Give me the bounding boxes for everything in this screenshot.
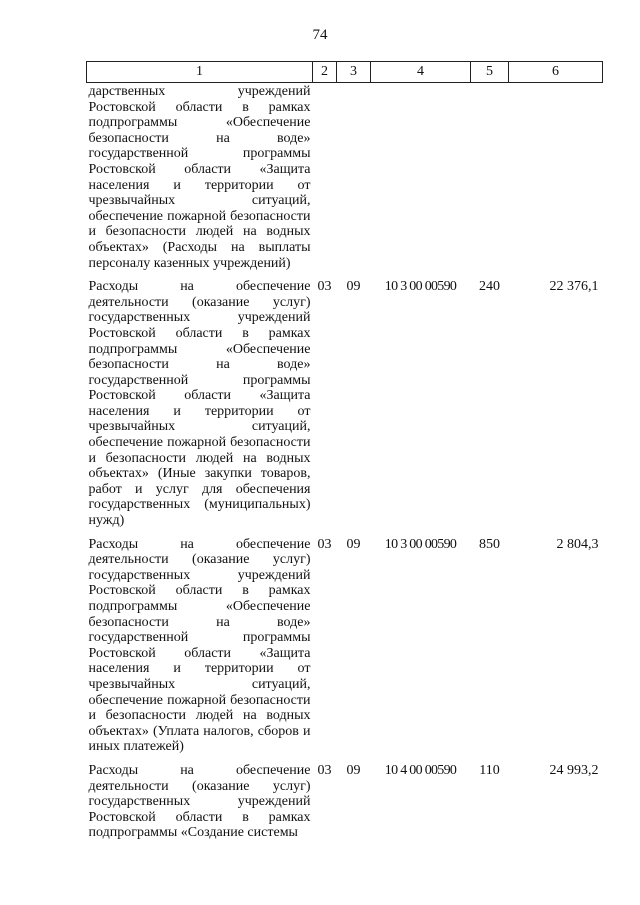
row-subsection: 09 [346, 279, 361, 295]
row-target-article [371, 83, 471, 272]
row-subsection [337, 83, 371, 272]
column-header-6: 6 [509, 62, 603, 83]
budget-table [86, 61, 603, 841]
row-description: Расходы на обеспечение деятельности (оказание услуг) государственных учреждений Ростовской области в рамках подпрограммы «Обеспечение безопасности на воде» государственной программы Ростовской области «Защита населения и территории от чрезвычайных ситуаций, обеспечение пожарной безопасности и безопасности людей на водных объектах» (Иные закупки товаров, работ и услуг для обеспечения государственных (муниципальных) нужд) [88, 279, 311, 529]
row-expense-type: 850 [479, 536, 500, 552]
row-expense-type: 110 [479, 762, 500, 778]
column-header-5: 5 [471, 62, 509, 83]
row-section: 03 [317, 536, 332, 552]
row-subsection: 09 [346, 762, 361, 778]
page-number: 74 [312, 27, 328, 43]
row-amount: 22 376,1 [549, 279, 599, 295]
row-description: Расходы на обеспечение деятельности (оказание услуг) государственных учреждений Ростовской области в рамках подпрограммы «Создание системы [88, 762, 311, 841]
column-header-3: 3 [337, 62, 371, 83]
table-header-row [87, 62, 603, 83]
table-row [87, 83, 603, 272]
row-target-article: 10 3 00 00590 [384, 279, 457, 295]
row-target-article: 10 3 00 00590 [384, 536, 457, 552]
table-row [87, 755, 603, 841]
row-expense-type [471, 83, 509, 272]
column-header-2: 2 [313, 62, 337, 83]
row-amount: 2 804,3 [556, 536, 599, 552]
row-section: 03 [317, 762, 332, 778]
column-header-1: 1 [87, 62, 313, 83]
row-amount: 24 993,2 [549, 762, 599, 778]
row-amount [509, 83, 603, 272]
row-expense-type: 240 [479, 279, 500, 295]
table-row [87, 529, 603, 755]
column-header-4: 4 [371, 62, 471, 83]
row-section: 03 [317, 279, 332, 295]
row-description: Расходы на обеспечение деятельности (оказание услуг) государственных учреждений Ростовской области в рамках подпрограммы «Обеспечение безопасности на воде» государственной программы Ростовской области «Защита населения и территории от чрезвычайных ситуаций, обеспечение пожарной безопасности и безопасности людей на водных объектах» (Уплата налогов, сборов и иных платежей) [88, 536, 311, 755]
row-section [313, 83, 337, 272]
row-description: дарственных учреждений Ростовской области в рамках подпрограммы «Обеспечение безопасности на воде» государственной программы Ростовской области «Защита населения и территории от чрезвычайных ситуаций, обеспечение пожарной безопасности и безопасности людей на водных объектах» (Расходы на выплаты персоналу казенных учреждений) [88, 84, 311, 271]
row-subsection: 09 [346, 536, 361, 552]
row-target-article: 10 4 00 00590 [384, 762, 457, 778]
table-row [87, 271, 603, 529]
